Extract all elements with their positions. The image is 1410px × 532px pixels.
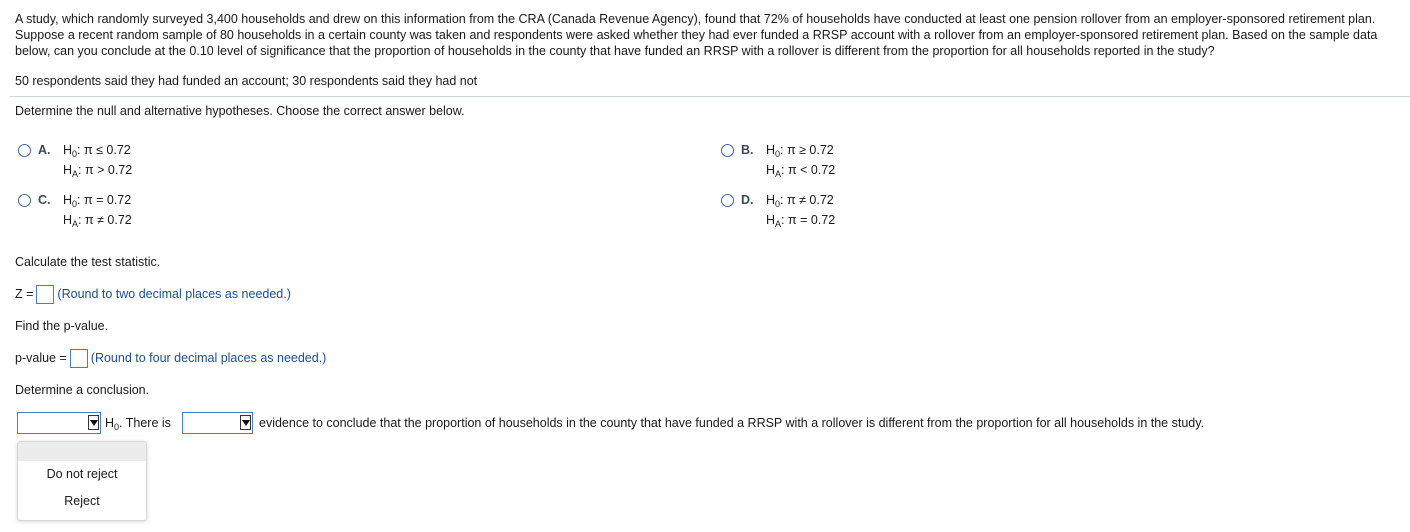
conclusion-h0-text: $H_0$. There is [105,416,171,432]
radio-d[interactable] [721,194,734,207]
option-d-h0: $H_0$: π ≠ 0.72 [766,193,834,209]
option-letter: D. [741,193,754,207]
radio-b[interactable] [721,144,734,157]
menu-option-reject[interactable]: Reject [64,494,100,508]
radio-c[interactable] [18,194,31,207]
problem-text: A study, which randomly surveyed 3,400 households and drew on this information from the CRA (Canada Revenue Agency), found that 72% of households have conducted at least one pension rollover from an employer-sponsored retirement plan. Suppose a recent random sample of 80 households in a certain county was taken and respondents were asked whether they had ever funded a RRSP account with a rollover from an employer-sponsored retirement plan. Based on the sample data below, can you conclude at the 0.10 level of significance that the proportion of households in the county that have funded an RRSP with a rollover is different from the proportion for all households reported in the study? [15,12,1378,58]
hypotheses-prompt: Determine the null and alternative hypotheses. Choose the correct answer below. [15,104,465,118]
option-c-h0: $H_0$: π = 0.72 [63,193,132,209]
sample-data: 50 respondents said they had funded an account; 30 respondents said they had not [15,74,478,88]
option-c-ha: $H_A$: π ≠ 0.72 [63,213,132,229]
evidence-dropdown[interactable] [182,412,253,434]
z-label: Z = [15,286,34,301]
decision-dropdown-menu [17,441,147,521]
divider [10,96,1410,97]
option-letter: A. [38,143,51,157]
conclusion-tail-text: evidence to conclude that the proportion of households in the county that have funded a RRSP with a rollover is different from the proportion for all households in the study. [259,416,1205,430]
option-b-ha: $H_A$: π < 0.72 [766,163,836,179]
option-d-ha: $H_A$: π = 0.72 [766,213,836,229]
pvalue-label: p-value = [15,350,67,365]
pvalue-row [15,349,326,368]
test-stat-prompt: Calculate the test statistic. [15,255,161,269]
chevron-down-icon[interactable] [240,415,251,430]
option-letter: C. [38,193,51,207]
z-hint: (Round to two decimal places as needed.) [57,286,291,301]
chevron-down-icon[interactable] [88,415,99,430]
radio-a[interactable] [18,144,31,157]
z-answer-input[interactable] [36,285,54,304]
pvalue-hint: (Round to four decimal places as needed.) [90,350,327,365]
option-letter: B. [741,143,754,157]
option-b-h0: $H_0$: π ≥ 0.72 [766,143,834,159]
option-a-h0: $H_0$: π ≤ 0.72 [63,143,131,159]
pvalue-answer-input[interactable] [70,349,88,368]
decision-dropdown[interactable] [17,412,101,434]
pvalue-prompt: Find the p-value. [15,319,109,333]
option-a-ha: $H_A$: π > 0.72 [63,163,133,179]
test-stat-row [15,285,291,304]
menu-option-do-not-reject[interactable]: Do not reject [46,467,118,481]
conclusion-prompt: Determine a conclusion. [15,383,150,397]
menu-blank-option[interactable] [18,442,146,461]
